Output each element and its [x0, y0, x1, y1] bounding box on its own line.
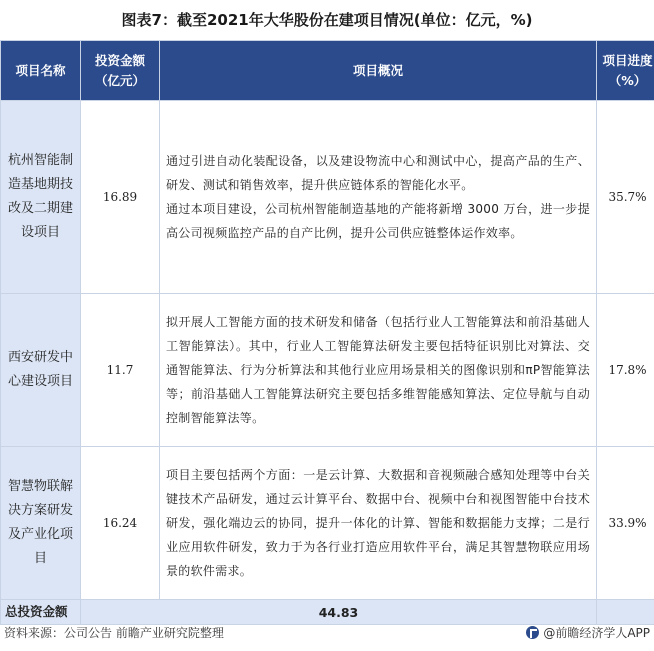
total-label: 总投资金额 — [1, 600, 81, 625]
brand-logo-icon — [526, 626, 539, 639]
header-amount — [81, 41, 160, 101]
footer — [0, 620, 654, 644]
project-overview: 拟开展人工智能方面的技术研发和储备（包括行业人工智能算法和前沿基础人工智能算法）。其中，行业人工智能算法研发主要包括特征识别比对算法、交通智能算法、行为分析算法和其他行业应用场景相关的图像识别和πP智能算法等；前沿基础人工智能算法研究主要包括多维智能感知算法、定位导航与自动控制智能算法等。 — [160, 294, 597, 447]
chart-title: 图表7：截至2021年大华股份在建项目情况(单位：亿元，%) — [121, 11, 533, 29]
table-row — [1, 101, 654, 294]
project-progress: 17.8% — [597, 294, 654, 447]
brand-label: @前瞻经济学人APP — [543, 626, 650, 640]
total-value: 44.83 — [81, 600, 597, 625]
header-overview: 项目概况 — [160, 41, 597, 101]
project-amount: 16.89 — [81, 101, 160, 294]
project-amount: 11.7 — [81, 294, 160, 447]
project-name: 智慧物联解决方案研发及产业化项目 — [1, 447, 81, 600]
source-note: 资料来源：公司公告 前瞻产业研究院整理 — [4, 626, 224, 640]
project-overview-paragraph: 通过本项目建设，公司杭州智能制造基地的产能将新增 3000 万台，进一步提高公司视频监控产品的自产比例，提升公司供应链整体运作效率。 — [166, 202, 590, 240]
header-name: 项目名称 — [1, 41, 81, 101]
header-progress-line2: （%） — [608, 72, 647, 88]
header-amount-line1: 投资金额 — [94, 52, 145, 68]
project-overview: 项目主要包括两个方面：一是云计算、大数据和音视频融合感知处理等中台关键技术产品研发，通过云计算平台、数据中台、视频中台和视图智能中台技术研发，强化端边云的协同，提升一体化的计算、智能和数据能力支撑；二是行业应用软件研发，致力于为各行业打造应用软件平台，满足其智慧物联应用场景的软件需求。 — [160, 447, 597, 600]
project-progress: 35.7% — [597, 101, 654, 294]
project-amount: 16.24 — [81, 447, 160, 600]
header-progress-line1: 项目进度 — [602, 52, 653, 68]
brand — [526, 624, 650, 641]
table-row — [1, 294, 654, 447]
project-table — [0, 40, 654, 625]
project-name: 西安研发中心建设项目 — [1, 294, 81, 447]
project-overview — [160, 101, 597, 294]
project-overview-paragraph: 通过引进自动化装配设备，以及建设物流中心和测试中心，提高产品的生产、研发、测试和销售效率，提升供应链体系的智能化水平。 — [166, 154, 590, 192]
table-row — [1, 447, 654, 600]
header-progress — [597, 41, 654, 101]
table-header-row — [1, 41, 654, 101]
project-name: 杭州智能制造基地期技改及二期建设项目 — [1, 101, 81, 294]
header-amount-line2: （亿元） — [94, 72, 145, 88]
project-progress: 33.9% — [597, 447, 654, 600]
